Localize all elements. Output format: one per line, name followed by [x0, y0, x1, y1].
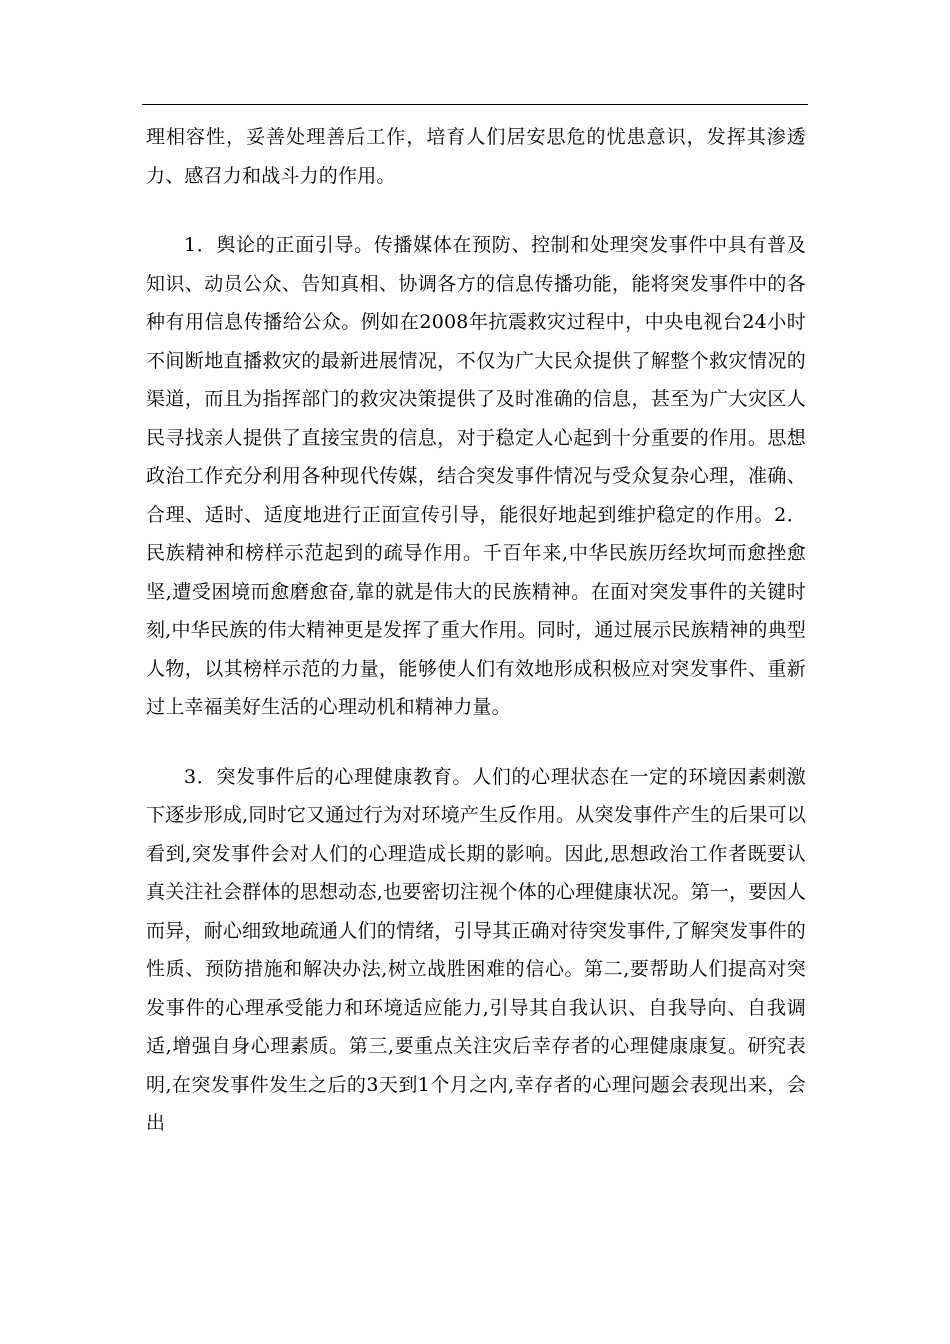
paragraph-mental-health: 3．突发事件后的心理健康教育。人们的心理状态在一定的环境因素刺激下逐步形成,同时它又通过行为对环境产生反作用。从突发事件产生的后果可以看到,突发事件会对人们的心理造成长期的影响。因此,思想政治工作者既要认真关注社会群体的思想动态,也要密切注视个体的心理健康状况。第一，要因人而异，耐心细致地疏通人们的情绪，引导其正确对待突发事件,了解突发事件的性质、预防措施和解决办法,树立战胜困难的信心。第二,要帮助人们提高对突发事件的心理承受能力和环境适应能力,引导其自我认识、自我导向、自我调适,增强自身心理素质。第三,要重点关注灾后幸存者的心理健康康复。研究表明,在突发事件发生之后的3天到1个月之内,幸存者的心理问题会表现出来，会出	[146, 765, 806, 1134]
paragraph-public-opinion: 1．舆论的正面引导。传播媒体在预防、控制和处理突发事件中具有普及知识、动员公众、告知真相、协调各方的信息传播功能，能将突发事件中的各种有用信息传播给公众。例如在2008年抗震救灾过程中，中央电视台24小时不间断地直播救灾的最新进展情况，不仅为广大民众提供了解整个救灾情况的渠道，而且为指挥部门的救灾决策提供了及时准确的信息，甚至为广大灾区人民寻找亲人提供了直接宝贵的信息，对于稳定人心起到十分重要的作用。思想政治工作充分利用各种现代传媒，结合突发事件情况与受众复杂心理，准确、合理、适时、适度地进行正面宣传引导，能很好地起到维护稳定的作用。2．民族精神和榜样示范起到的疏导作用。千百年来,中华民族历经坎坷而愈挫愈坚,遭受困境而愈磨愈奋,靠的就是伟大的民族精神。在面对突发事件的关键时刻,中华民族的伟大精神更是发挥了重大作用。同时，通过展示民族精神的典型人物，以其榜样示范的力量，能够使人们有效地形成积极应对突发事件、重新过上幸福美好生活的心理动机和精神力量。	[146, 234, 806, 718]
paragraph-gap	[146, 727, 806, 758]
page-body	[146, 118, 806, 1143]
header-rule	[142, 104, 808, 105]
paragraph-gap	[146, 195, 806, 226]
paragraph-continuation: 理相容性，妥善处理善后工作，培育人们居安思危的忧患意识，发挥其渗透力、感召力和战斗力的作用。	[146, 126, 806, 187]
